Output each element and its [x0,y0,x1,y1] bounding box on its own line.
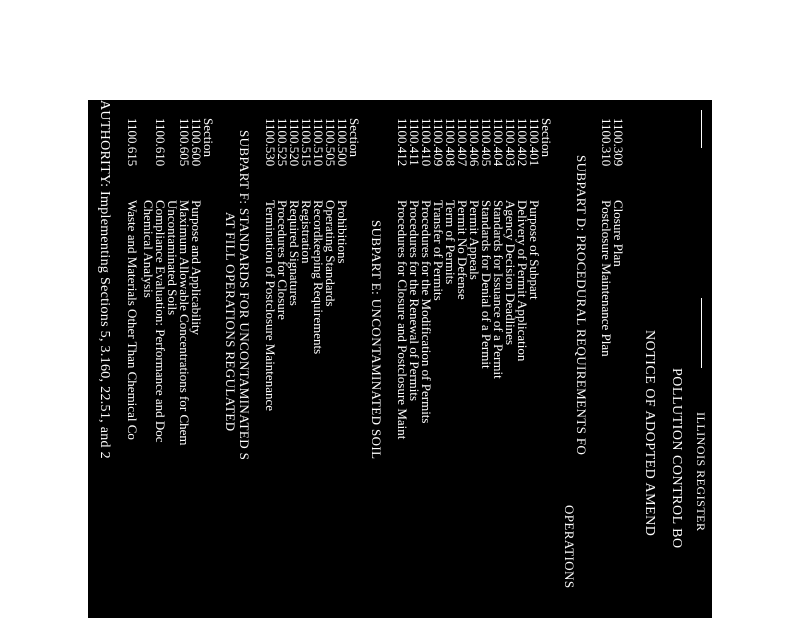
section-title: Agency Decision Deadlines [503,200,518,346]
section-number: 1100.412 [395,118,410,167]
section-number: 1100.520 [287,118,302,167]
section-title: Recordkeeping Requirements [311,200,326,355]
section-number: 1100.406 [467,118,482,167]
section-title: Operating Standards [323,200,338,307]
section-title: Standards for Denial of a Permit [479,200,494,369]
section-number: 1100.510 [311,118,326,167]
section-title: Closure Plan [611,200,626,267]
section-number: 1100.525 [275,118,290,167]
section-title: Standards for Issuance of a Permit [491,200,506,379]
section-title: Procedures for the Modification of Permits [419,200,434,424]
section-number: 1100.404 [491,118,506,167]
section-title: Procedures for the Renewal of Permits [407,200,422,402]
section-column-header: Section [539,118,554,157]
section-title: Purpose of Subpart [527,200,542,300]
section-number: 1100.310 [599,118,614,167]
subpart-d-heading: SUBPART D: PROCEDURAL REQUIREMENTS FO [574,155,589,456]
header-rule-left [701,110,702,148]
section-title: Procedures for Closure and Postclosure Maint [395,200,410,440]
section-title: Postclosure Maintenance Plan [599,200,614,357]
section-title: Term of Permits [443,200,458,285]
register-title: ILLINOIS REGISTER [694,412,708,532]
section-number: 1100.401 [527,118,542,167]
subpart-d-heading-cont: OPERATIONS [562,505,577,589]
notice-title: NOTICE OF ADOPTED AMEND [642,330,657,537]
section-title: Permit Appeals [467,200,482,280]
section-number: 1100.515 [299,118,314,167]
subpart-f-heading: SUBPART F: STANDARDS FOR UNCONTAMINATED S [237,130,252,461]
section-title: Delivery of Permit Application [515,200,530,362]
section-title: Transfer of Permits [431,200,446,301]
section-number: 1100.500 [335,118,350,167]
section-number: 1100.615 [125,118,140,167]
section-title: Maximum Allowable Concentrations for Chem [177,200,192,446]
section-title: Compliance Evaluation: Performance and Doc [153,200,168,443]
rotated-document [88,100,712,618]
section-number: 1100.605 [177,118,192,167]
section-number: 1100.505 [323,118,338,167]
section-title: Prohibitions [335,200,350,264]
section-number: 1100.309 [611,118,626,167]
section-number: 1100.402 [515,118,530,167]
section-title: Waste and Materials Other Than Chemical Co [125,200,140,440]
subpart-f-heading-cont: AT FILL OPERATIONS REGULATED [223,212,238,432]
section-number: 1100.405 [479,118,494,167]
section-number: 1100.411 [407,118,422,166]
section-number: 1100.409 [431,118,446,167]
section-column-header: Section [347,118,362,157]
authority-note: AUTHORITY: Implementing Sections 5, 3.160, 22.51, and 2 [97,100,112,459]
subpart-e-heading: SUBPART E: UNCONTAMINATED SOIL [369,220,384,460]
section-number: 1100.407 [455,118,470,167]
section-title: Termination of Postclosure Maintenance [263,200,278,412]
section-title: Permit No Defense [455,200,470,300]
section-number: 1100.530 [263,118,278,167]
section-title: Required Signatures [287,200,302,306]
section-title: Procedures for Closure [275,200,290,320]
section-number: 1100.610 [153,118,168,167]
section-title-cont: Uncontaminated Soils [165,200,180,316]
section-number: 1100.403 [503,118,518,167]
section-number: 1100.408 [443,118,458,167]
board-title: POLLUTION CONTROL BO [669,368,684,549]
section-title: Purpose and Applicability [189,200,204,336]
section-title: Registration [299,200,314,264]
section-title-cont: Chemical Analysis [141,200,156,298]
section-number: 1100.410 [419,118,434,167]
section-column-header: Section [201,118,216,157]
header-rule-mid [701,298,702,368]
scanned-page [88,100,712,618]
section-number: 1100.600 [189,118,204,167]
